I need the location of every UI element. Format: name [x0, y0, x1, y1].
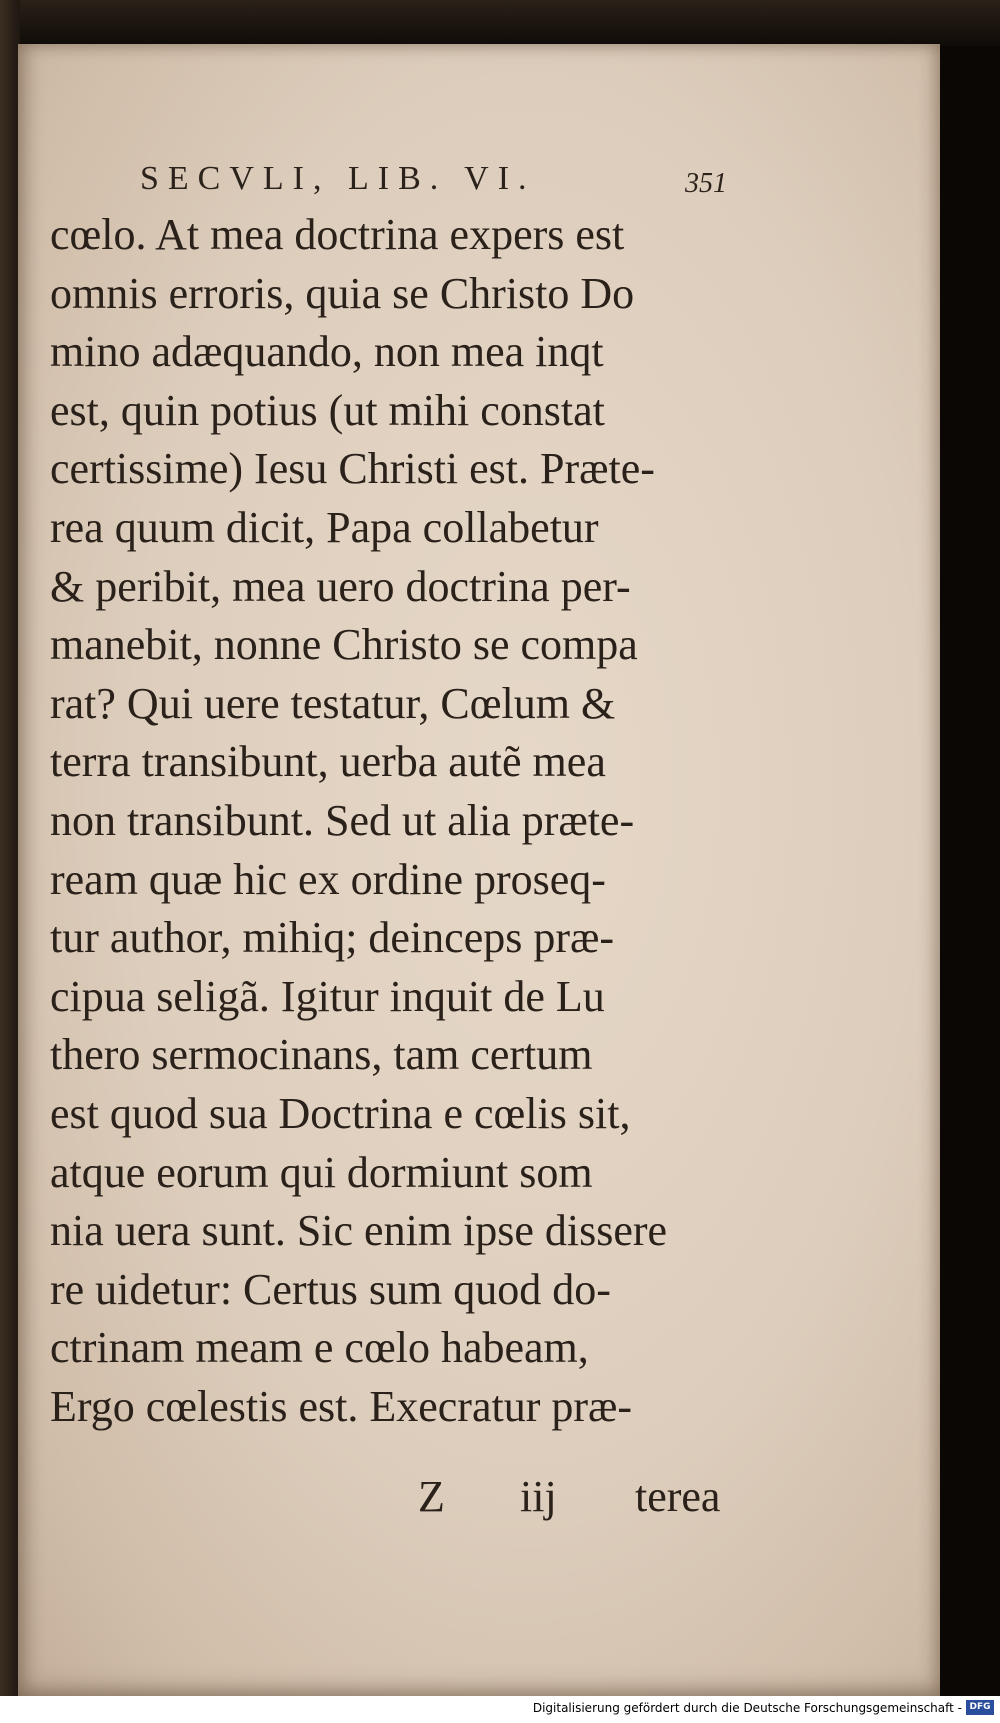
text-line: non transibunt. Sed ut alia præte- [50, 795, 635, 845]
text-line: cœlo. At mea doctrina expers est [50, 210, 625, 259]
background-edge [935, 46, 1000, 1696]
text-line: nia uera sunt. Sic enim ipse dissere [50, 1206, 668, 1256]
page-number: 351 [685, 168, 727, 199]
text-line: atque eorum qui dormiunt som [50, 1147, 593, 1197]
text-line: ream quæ hic ex ordine proseq- [50, 854, 606, 904]
text-line: rea quum dicit, Papa collabetur [50, 502, 599, 552]
text-line: & peribit, mea uero doctrina per- [50, 561, 631, 611]
text-line: thero sermocinans, tam certum [50, 1030, 593, 1080]
text-line: est, quin potius (ut mihi constat [50, 385, 605, 435]
signature-number: iij [520, 1472, 557, 1521]
text-line: ctrinam meam e cœlo habeam, [50, 1323, 589, 1373]
text-line: omnis erroris, quia se Christo Do [50, 268, 635, 318]
text-line: Ergo cœlestis est. Execratur præ- [50, 1381, 633, 1431]
text-line: terra transibunt, uerba autẽ mea [50, 737, 606, 787]
text-line: tur author, mihiq; deinceps præ- [50, 913, 615, 963]
catchword: terea [635, 1472, 721, 1521]
running-head: SECVLI, LIB. VI. [140, 160, 536, 197]
binding-left [0, 0, 20, 1723]
signature-mark: Z [418, 1472, 445, 1521]
text-line: manebit, nonne Christo se compa [50, 620, 638, 670]
funding-credit: Digitalisierung gefördert durch die Deutsche Forschungsgemeinschaft - [532, 1701, 962, 1715]
text-line: mino adæquando, non mea inqt [50, 327, 604, 377]
text-line: rat? Qui uere testatur, Cœlum & [50, 678, 616, 728]
text-line: re uidetur: Certus sum quod do- [50, 1264, 611, 1314]
text-line: certissime) Iesu Christi est. Præte- [50, 444, 655, 494]
text-line: cipua seligã. Igitur inquit de Lu [50, 971, 605, 1021]
dfg-logo: DFG [966, 1700, 994, 1715]
text-line: est quod sua Doctrina e cœlis sit, [50, 1088, 631, 1138]
text-block [50, 206, 740, 1436]
binding-top [0, 0, 1000, 46]
